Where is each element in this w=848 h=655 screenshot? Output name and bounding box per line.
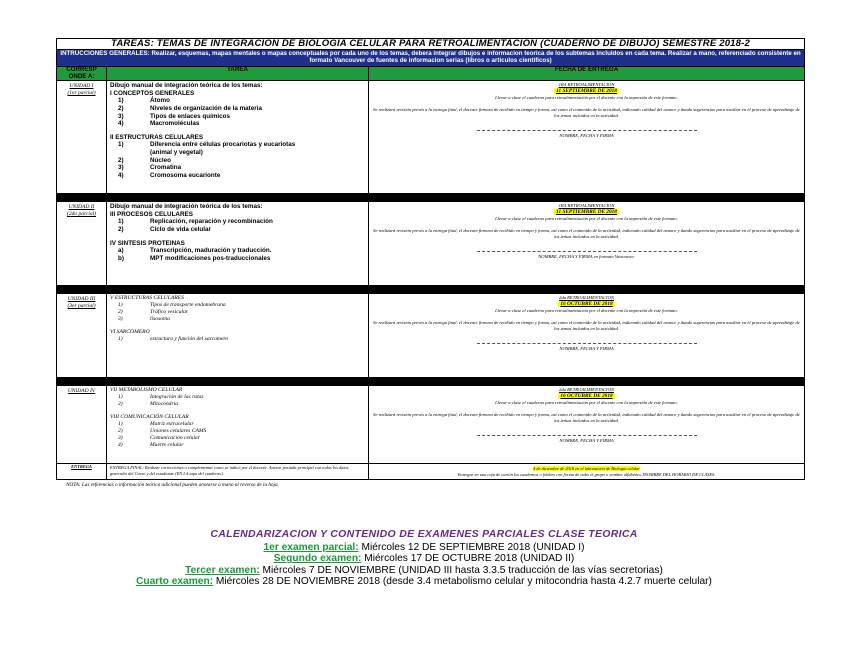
unit-cell: [57, 294, 107, 378]
header-fecha-entrega: FECHA DE ENTREGA: [369, 67, 805, 81]
signature-rule: [477, 434, 697, 436]
exam-label: Cuarto examen:: [136, 576, 214, 588]
item-number: 3): [118, 316, 123, 323]
exam-line: [0, 565, 848, 576]
task-item: [110, 247, 366, 255]
item-number: 4): [118, 442, 123, 449]
task-item: [110, 316, 366, 323]
deliver-instructions: Llevar a clase el cuaderno para retroalimentación por el docente con la impresión de este formato.: [495, 94, 678, 100]
title-row: [57, 39, 805, 50]
retro-date: 11 SEPTIEMBRE DE 2018: [556, 88, 617, 95]
exam-detail: Miércoles 28 DE NOVIEMBRE 2018 (desde 3.4 metabolismo celular y mitocondria hasta 4.2.7 muerte celular): [213, 576, 712, 588]
task-item: [110, 218, 366, 226]
header-tarea: TAREA: [107, 67, 369, 81]
task-item: [110, 164, 366, 172]
item-number: 3): [118, 435, 123, 442]
item-text: lisosoma: [150, 316, 170, 323]
delivery-cell: [369, 294, 805, 378]
task-item-continuation: (animal y vegetal): [150, 148, 203, 156]
separator-row: [57, 286, 805, 294]
item-number: 1): [118, 218, 124, 226]
unit-row: [57, 202, 805, 286]
retro-label: 2da RETROALIMENTACION: [559, 295, 614, 301]
task-cell: [107, 386, 369, 464]
unit-cell: [57, 202, 107, 286]
item-number: 1): [118, 141, 124, 149]
task-item: [110, 421, 366, 428]
unit-partial: (3er parcial): [67, 302, 96, 309]
unit-name: UNIDAD IV: [67, 388, 96, 395]
task-item: [110, 255, 366, 263]
review-instructions: Se realizará revisión previa a la entrega final, el docente firmara de recibido en tiempo y forma, así como el contenido de la actividad, indicando calidad del avance y dando sugerencias para auxiliar en el proceso de aprendizaje de los temas incluidos en la actividad.: [373, 106, 800, 118]
task-item: [110, 172, 366, 180]
item-number: 2): [118, 156, 124, 164]
retro-date: 11 SEPTIEMBRE DE 2018: [556, 209, 617, 216]
task-cell: [107, 202, 369, 286]
document-title: TAREAS: TEMAS DE INTEGRACION DE BIOLOGIA CELULAR PARA RETROALIMENTACION (CUADERNO DE DIBUJO) SEMESTRE 2018-2: [111, 38, 750, 49]
item-text: Niveles de organización de la materia: [150, 104, 262, 112]
item-number: 2): [118, 225, 124, 233]
item-text: Uniones celulares CAMS: [150, 428, 207, 435]
task-heading: III PROCESOS CELULARES: [110, 210, 193, 218]
item-number: 2): [118, 428, 123, 435]
retro-label: 1RA RETROALIMENTACION: [558, 203, 615, 209]
task-item: [110, 97, 366, 105]
task-heading: I CONCEPTOS GENERALES: [110, 89, 195, 97]
item-text: estructura y función del sarcomero: [150, 336, 229, 343]
exam-label: Segundo examen:: [273, 553, 362, 565]
item-number: 2): [118, 309, 123, 316]
task-item: [110, 309, 366, 316]
unit-row: [57, 294, 805, 378]
unit-name: UNIDAD II: [68, 204, 95, 211]
task-heading: VII METABOLISMO CELULAR: [110, 387, 183, 394]
item-text: Átomo: [150, 97, 170, 105]
signature-label: NOMBRE, FECHA Y FIRMA: [559, 346, 614, 352]
column-header-row: [57, 67, 805, 81]
retro-label: 1RA RETROALIMENTACION: [558, 82, 615, 88]
item-number: 4): [118, 171, 124, 179]
task-heading: Dibujo manual de integración teórica de los temas:: [110, 203, 263, 211]
item-text: MPT modificaciones pos-traduccionales: [150, 254, 271, 262]
task-item: [110, 336, 366, 343]
entrega-date: 4 de diciembre de 2018 en el laboratorio de Biología celular: [533, 466, 640, 472]
item-number: a): [118, 247, 124, 255]
item-text: Cromosoma eucarionte: [150, 171, 221, 179]
review-instructions: Se realizará revisión previa a la entrega final, el docente firmara de recibido en tiempo y forma, así como el contenido de la actividad, indicando calidad del avance y dando sugerencias para auxiliar en el proceso de aprendizaje de los temas incluidos en la actividad.: [373, 319, 800, 331]
separator-row: [57, 378, 805, 386]
item-number: 3): [118, 112, 124, 120]
review-instructions: Se realizará revisión previa a la entrega final, el docente firmara de recibido en tiempo y forma, así como el contenido de la actividad, indicando calidad del avance y dando sugerencias para auxiliar en el proceso de aprendizaje de los temas incluidos en la actividad.: [373, 411, 800, 423]
item-text: Matriz extracelular: [150, 421, 194, 428]
task-item: [110, 302, 366, 309]
tasks-table: [56, 38, 805, 480]
item-number: 2): [118, 104, 124, 112]
item-text: Diferencia entre células procariotas y eucariotas: [150, 141, 296, 149]
item-text: Núcleo: [150, 156, 171, 164]
task-item: [110, 401, 366, 408]
task-heading: Dibujo manual de integración teórica de los temas:: [110, 82, 263, 90]
task-heading: II ESTRUCTURAS CELULARES: [110, 133, 204, 141]
item-number: 1): [118, 421, 123, 428]
item-text: Integración de las rutas: [150, 394, 204, 401]
signature-rule: [477, 129, 697, 131]
exam-detail: Miércoles 7 DE NOVIEMBRE (UNIDAD III hasta 3.3.5 traducción de las vías secretorias): [259, 564, 663, 576]
item-text: Tipos de transporte endomebrana: [150, 302, 226, 309]
unit-row: [57, 386, 805, 464]
instructions-row: [57, 50, 805, 67]
task-heading: V ESTRUCTURAS CELULARES: [110, 295, 184, 302]
item-text: Comunicación celular: [150, 435, 200, 442]
task-item: [110, 113, 366, 121]
task-heading: IV SINTESIS PROTEINAS: [110, 239, 185, 247]
delivery-cell: [369, 81, 805, 194]
separator-row: [57, 194, 805, 202]
exam-label: 1er examen parcial:: [263, 542, 359, 553]
item-text: Macromoléculas: [150, 120, 200, 128]
general-instructions: INTRUCCIONES GENERALES: Realizar, esquemas, mapas mentales o mapas conceptuales por cada uno de los temas, debera integrar dibujos e informacion teorica de los subtemas incluidos en cada tema. Realizar a mano, referenciado consistente en formato Vancouver de fuentes de informacion serias (libros o articulos cientificos): [57, 50, 805, 67]
unit-cell: [57, 81, 107, 194]
signature-rule: [477, 250, 697, 252]
deliver-instructions: Llevar a clase el cuaderno para retroalimentación por el docente con la impresión de este formato.: [495, 215, 678, 221]
task-item: [110, 226, 366, 234]
signature-rule: [477, 342, 697, 344]
signature-label: NOMBRE, FECHA Y FIRMA: [559, 438, 614, 444]
signature-label: NOMBRE, FECHA Y FIRMA en formato Vancouver.: [538, 254, 635, 260]
item-text: Tipos de enlaces químicos: [150, 112, 231, 120]
exam-detail: Miércoles 12 DE SEPTIEMBRE 2018 (UNIDAD I): [358, 542, 585, 553]
item-text: Muerte celular: [150, 442, 184, 449]
retro-date: 16 OCTUBRE DE 2018: [560, 393, 613, 400]
footnote: NOTA: Las referencias o información teórica adicional pueden anotarse a mano al reverso de la hoja.: [66, 482, 279, 489]
item-number: 1): [118, 336, 123, 343]
unit-name: UNIDAD I: [69, 83, 94, 90]
item-number: 1): [118, 394, 123, 401]
task-item: [110, 141, 366, 149]
units-body: [57, 81, 805, 464]
unit-partial: (1er parcial): [67, 89, 96, 96]
header-corresponde: CORRESP ONDE A:: [57, 67, 107, 81]
entrega-detail: Entregar en una caja de cartón los cuadernos o folders con forma de nubo el grupo o nombre alfabético INOMBRE DEL HORARIO DE CLASES.: [457, 471, 716, 477]
item-text: Ciclo de vida celular: [150, 225, 211, 233]
exam-list: [0, 542, 848, 588]
deliver-instructions: Llevar a clase el cuaderno para retroalimentación por el docente con la impresión de este formato.: [495, 307, 678, 313]
item-text: Cromatina: [150, 164, 182, 172]
delivery-cell: [369, 202, 805, 286]
item-number: 1): [118, 302, 123, 309]
entrega-task: ENTREGA FINAL: Realizar correcciones o complementar como se indicó por el docente. Anexar portada principal con todos los datos generales del Curso y del estudiante (EN LA tapa del cuaderno).: [107, 464, 369, 480]
unit-row: [57, 81, 805, 194]
exam-line: [0, 542, 848, 553]
item-number: b): [118, 254, 124, 262]
final-delivery-row: [57, 464, 805, 480]
task-item: [110, 120, 366, 128]
task-item: [110, 428, 366, 435]
task-item: [110, 394, 366, 401]
delivery-cell: [369, 386, 805, 464]
item-text: Replicación, reparación y recombinación: [150, 218, 273, 226]
task-item: [110, 435, 366, 442]
task-item: [110, 157, 366, 165]
tasks-document: [56, 38, 804, 488]
retro-label: 2da RETROALIMENTACION: [559, 387, 614, 393]
unit-name: UNIDAD III: [67, 296, 96, 303]
task-item: [110, 442, 366, 449]
exam-line: [0, 576, 848, 587]
exam-detail: Miércoles 17 DE OCTUBRE 2018 (UNIDAD II): [361, 553, 575, 565]
unit-partial: (2do parcial): [67, 210, 96, 217]
item-text: Transcripción, maduración y traducción.: [150, 247, 272, 255]
deliver-instructions: Llevar a clase el cuaderno para retroalimentación por el docente con la impresión de este formato.: [495, 399, 678, 405]
calendar-title: CALENDARIZACION Y CONTENIDO DE EXAMENES PARCIALES CLASE TEORICA: [210, 528, 638, 540]
exam-line: [0, 553, 848, 564]
retro-date: 16 OCTUBRE DE 2018: [560, 301, 613, 308]
task-heading: VI SARCOMERO: [110, 329, 150, 336]
task-item: [110, 105, 366, 113]
item-number: 3): [118, 164, 124, 172]
item-number: 4): [118, 120, 124, 128]
item-number: 2): [118, 401, 123, 408]
signature-label: NOMBRE, FECHA Y FIRMA: [559, 133, 614, 139]
item-text: Tráfico vesicular: [150, 309, 189, 316]
item-text: Mitocondria: [150, 401, 178, 408]
unit-cell: [57, 386, 107, 464]
item-number: 1): [118, 97, 124, 105]
review-instructions: Se realizará revisión previa a la entrega final, el docente firmara de recibido en tiempo y forma, así como el contenido de la actividad, indicando calidad del avance y dando sugerencias para auxiliar en el proceso de aprendizaje de los temas incluidos en la actividad.: [373, 227, 800, 239]
task-cell: [107, 294, 369, 378]
task-cell: [107, 81, 369, 194]
exam-label: Tercer examen:: [185, 564, 260, 576]
entrega-label: ENTREGA: [57, 464, 107, 480]
task-heading: VIII COMUNICACIÓN CELULAR: [110, 414, 189, 421]
